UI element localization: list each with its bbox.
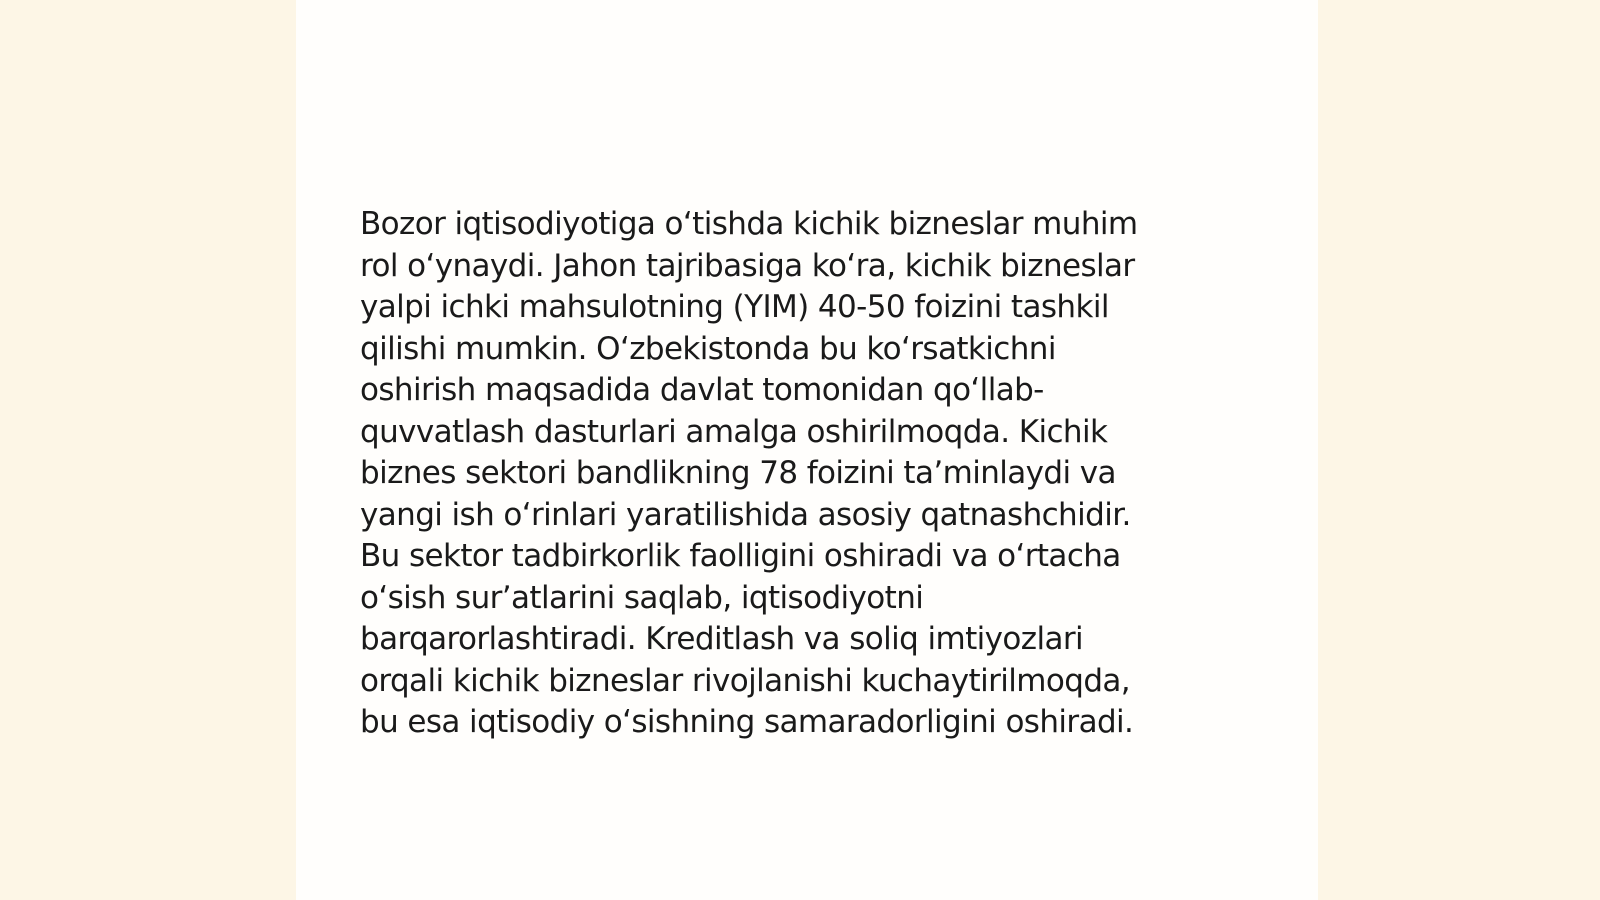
paragraph-line: qilishi mumkin. O‘zbekistonda bu ko‘rsatkichni	[360, 330, 1056, 367]
paragraph-line: quvvatlash dasturlari amalga oshirilmoqda. Kichik	[360, 413, 1108, 450]
paragraph-line: yalpi ichki mahsulotning (YIM) 40-50 foizini tashkil	[360, 289, 1109, 325]
paragraph-line: Bu sektor tadbirkorlik faolligini oshiradi va o‘rtacha	[360, 538, 1121, 574]
paragraph-line: o‘sish sur’atlarini saqlab, iqtisodiyotni	[360, 579, 924, 616]
paragraph-line: biznes sektori bandlikning 78 foizini ta’minlaydi va	[360, 455, 1116, 491]
paragraph-line: Bozor iqtisodiyotiga o‘tishda kichik bizneslar muhim	[360, 206, 1138, 242]
paragraph-line: yangi ish o‘rinlari yaratilishida asosiy qatnashchidir.	[360, 496, 1131, 533]
paragraph-line: oshirish maqsadida davlat tomonidan qo‘llab-	[360, 372, 1044, 408]
body-paragraph	[360, 204, 1240, 744]
paragraph-line: barqarorlashtiradi. Kreditlash va soliq imtiyozlari	[360, 621, 1084, 657]
slide	[296, 0, 1318, 900]
paragraph-line: rol o‘ynaydi. Jahon tajribasiga ko‘ra, kichik bizneslar	[360, 247, 1135, 284]
paragraph-line: bu esa iqtisodiy o‘sishning samaradorligini oshiradi.	[360, 704, 1134, 740]
paragraph-line: orqali kichik bizneslar rivojlanishi kuchaytirilmoqda,	[360, 662, 1131, 699]
